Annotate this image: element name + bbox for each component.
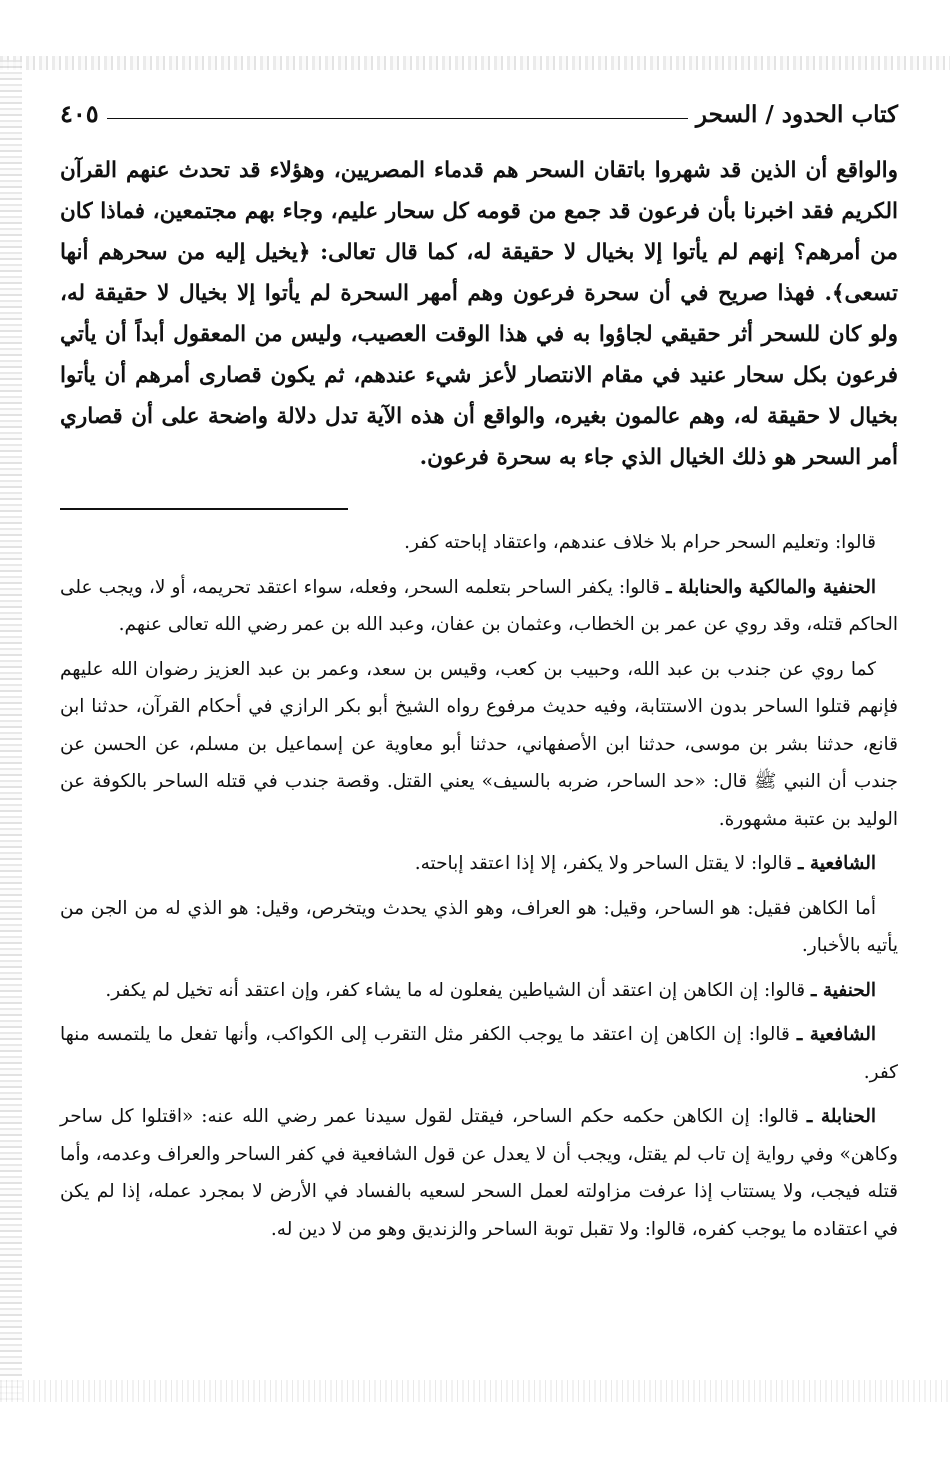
footnote-lead: الحنفية والمالكية والحنابلة ـ (666, 576, 876, 598)
footnote-lead: الحنابلة ـ (806, 1106, 876, 1127)
scan-edge-left (0, 60, 22, 1400)
footnote-text: كما روي عن جندب بن عبد الله، وحبيب بن كعب، وقيس بن سعد، وعمر بن عبد العزيز رضوان الله عليهم فإنهم قتلوا الساحر بدون الاستتابة، وفيه حديث مرفوع رواه الشيخ أبو بكر الرازي في أحكام القرآن، حدثنا ابن قانع، حدثنا بشر بن موسى، حدثنا ابن الأصفهاني، حدثنا أبو معاوية عن إسماعيل بن مسلم، عن الحسن عن جندب أن النبي ﷺ قال: «حد الساحر، ضربه بالسيف» يعني القتل. وقصة جندب في قتله الساحر بالكوفة عن الوليد بن عتبة مشهورة. (60, 658, 898, 830)
footnote-paragraph (60, 524, 898, 562)
footnote-lead: الحنفية ـ (810, 979, 876, 1001)
footnote-lead: الشافعية ـ (796, 1024, 876, 1045)
footnote-text: أما الكاهن فقيل: هو الساحر، وقيل: هو العراف، وهو الذي يحدث ويتخرص، وقيل: هو الذي له من الجن من يأتيه بالأخبار. (60, 897, 898, 956)
footnote-paragraph (60, 1016, 898, 1091)
footnote-paragraph (60, 890, 898, 965)
footnote-paragraph (60, 1098, 898, 1248)
footnote-text: قالوا: لا يقتل الساحر ولا يكفر، إلا إذا اعتقد إباحته. (414, 853, 798, 874)
footnote-lead: الشافعية ـ (797, 853, 876, 874)
footnote-text: قالوا: وتعليم السحر حرام بلا خلاف عندهم، واعتقاد إباحته كفر. (404, 532, 876, 553)
footnote-text: قالوا: إن الكاهن إن اعتقد أن الشياطين يفعلون له ما يشاء كفر، وإن اعتقد أنه تخيل لم يكفر. (105, 979, 811, 1001)
footnote-text: قالوا: إن الكاهن إن اعتقد ما يوجب الكفر مثل التقرب إلى الكواكب، وأنها تفعل ما يلتمسه منها كفر. (60, 1024, 898, 1083)
footnote-paragraph (60, 651, 898, 839)
footnotes (60, 524, 898, 1248)
scan-edge-bottom (0, 1380, 950, 1402)
footnote-separator (60, 508, 348, 510)
main-paragraph: والواقع أن الذين قد شهروا باتقان السحر هم قدماء المصريين، وهؤلاء قد تحدث عنهم القرآن الكريم فقد اخبرنا بأن فرعون قد جمع من قومه كل سحار عليم، وجاء بهم مجتمعين، فماذا كان من أمرهم؟ إنهم لم يأتوا إلا بخيال لا حقيقة له، كما قال تعالى: ﴿يخيل إليه من سحرهم أنها تسعى﴾. فهذا صريح في أن سحرة فرعون وهم أمهر السحرة لم يأتوا إلا بخيال لا حقيقة له، ولو كان للسحر أثر حقيقي لجاؤوا به في هذا الوقت العصيب، وليس من المعقول أبداً أن يأتي فرعون بكل سحار عنيد في مقام الانتصار لأعز شيء عندهم، ثم يكون قصارى أمرهم أن يأتوا بخيال لا حقيقة له، وهم عالمون بغيره، والواقع أن هذه الآية تدل دلالة واضحة على أن قصاري أمر السحر هو ذلك الخيال الذي جاء به سحرة فرعون. (60, 158, 898, 470)
running-header (60, 88, 898, 128)
footnote-text: قالوا: يكفر الساحر بتعلمه السحر، وفعله، سواء اعتقد تحريمه، أو لا، ويجب على الحاكم قتله، وقد روي عن عمر بن الخطاب، وعثمان بن عفان، وعبد الله بن عمر رضي الله تعالى عنهم. (60, 576, 898, 635)
footnote-paragraph (60, 845, 898, 883)
header-title: كتاب الحدود / السحر (695, 101, 898, 128)
header-rule (107, 118, 688, 119)
footnote-paragraph (60, 972, 898, 1010)
page-number: ٤٠٥ (60, 99, 99, 128)
footnote-text: قالوا: إن الكاهن حكمه حكم الساحر، فيقتل لقول سيدنا عمر رضي الله عنه: «اقتلوا كل ساحر وكاهن» وفي رواية إن تاب لم يقتل، ويجب أن لا يعدل عن قول الشافعية في كفر الساحر والعراف وعدمه، وأما قتله فيجب، ولا يستتاب إذا عرفت مزاولته لعمل السحر لسعيه بالفساد في الأرض لا بمجرد عمله، إذا لم يكن في اعتقاده ما يوجب كفره، قالوا: ولا تقبل توبة الساحر والزنديق وهو من لا دين له. (60, 1106, 898, 1240)
scan-edge-top (0, 56, 950, 70)
book-page (60, 88, 898, 1255)
footnote-paragraph (60, 569, 898, 644)
